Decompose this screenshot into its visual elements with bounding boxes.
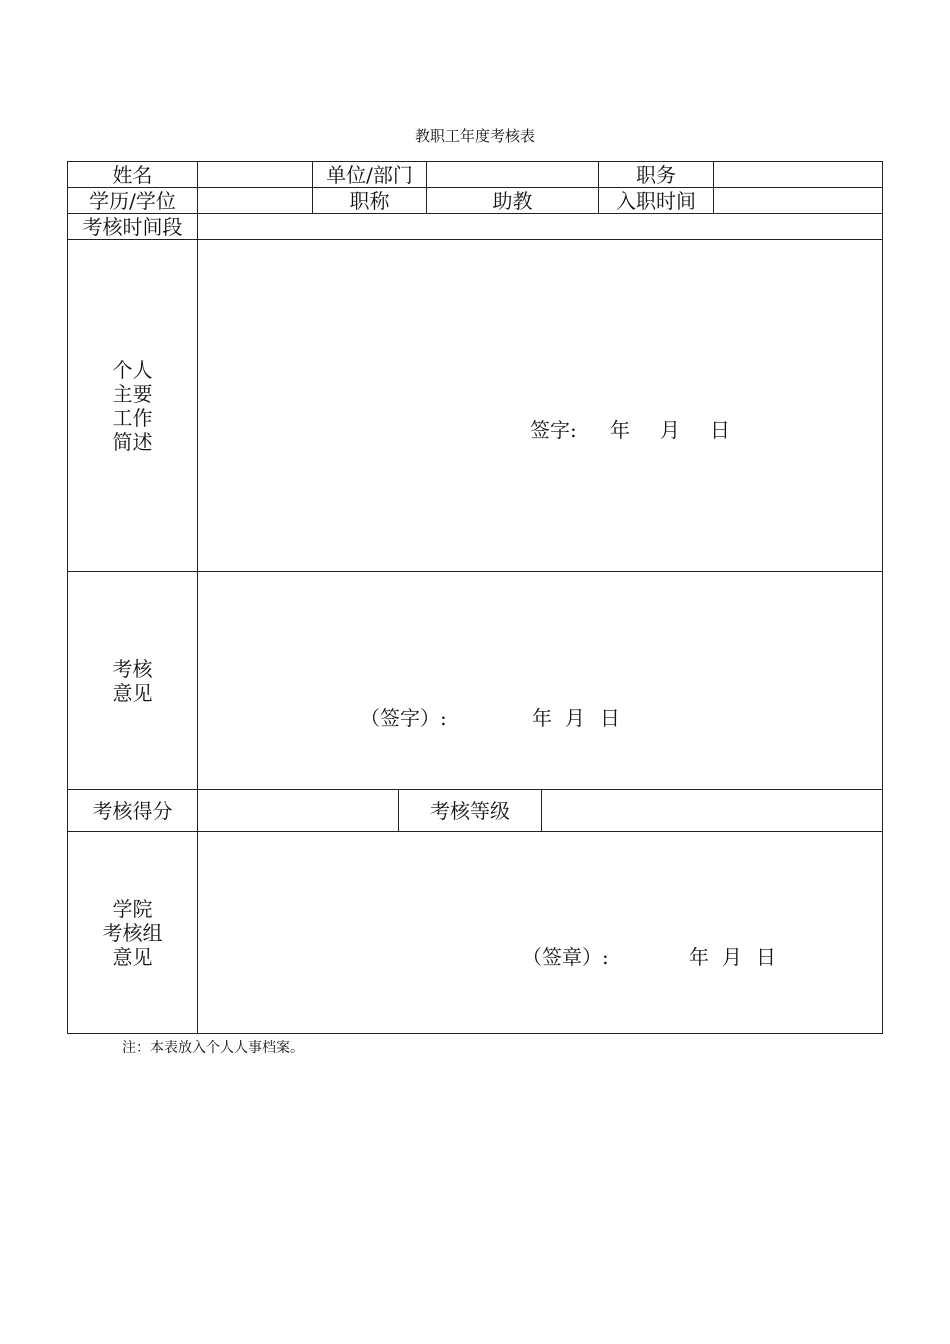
- unit-field[interactable]: [426, 161, 599, 188]
- opinion-label-line: 考核: [112, 656, 153, 681]
- period-field[interactable]: [197, 213, 883, 240]
- summary-label-line: 个人: [112, 357, 153, 382]
- opinion-day: 日: [600, 706, 620, 730]
- college-month: 月: [722, 945, 742, 969]
- college-label-line: 考核组: [102, 920, 163, 945]
- summary-label: [113, 358, 153, 454]
- unit-label: 单位/部门: [312, 161, 427, 188]
- opinion-month: 月: [565, 706, 585, 730]
- opinion-year: 年: [532, 706, 552, 730]
- opinion-label-line: 意见: [112, 680, 153, 705]
- opinion-label: [113, 657, 153, 705]
- job-title-label: 职称: [312, 187, 427, 214]
- hire-date-label: 入职时间: [598, 187, 714, 214]
- name-label: 姓名: [67, 161, 198, 188]
- college-signature: （签章）:: [522, 945, 609, 969]
- grade-field[interactable]: [541, 789, 883, 832]
- hire-date-field[interactable]: [713, 187, 883, 214]
- college-label: [103, 897, 163, 969]
- summary-label-line: 主要: [112, 381, 153, 406]
- opinion-field[interactable]: [197, 571, 883, 790]
- score-label: 考核得分: [67, 789, 198, 832]
- form-title: 教职工年度考核表: [414, 127, 535, 145]
- opinion-label-cell: [67, 571, 198, 790]
- education-label: 学历/学位: [67, 187, 198, 214]
- summary-signature: 签字:: [530, 418, 577, 442]
- college-label-cell: [67, 831, 198, 1034]
- footnote: 注：本表放入个人人事档案。: [122, 1040, 304, 1056]
- score-field[interactable]: [197, 789, 399, 832]
- period-label: 考核时间段: [67, 213, 198, 240]
- summary-month: 月: [660, 418, 680, 442]
- position-field[interactable]: [713, 161, 883, 188]
- summary-label-cell: [67, 239, 198, 572]
- summary-field[interactable]: [197, 239, 883, 572]
- education-field[interactable]: [197, 187, 313, 214]
- summary-year: 年: [610, 418, 630, 442]
- summary-day: 日: [710, 418, 730, 442]
- grade-label: 考核等级: [398, 789, 542, 832]
- college-day: 日: [756, 945, 776, 969]
- job-title-field[interactable]: 助教: [426, 187, 599, 214]
- summary-label-line: 简述: [112, 429, 153, 454]
- position-label: 职务: [598, 161, 714, 188]
- summary-label-line: 工作: [112, 405, 153, 430]
- opinion-signature: （签字）:: [360, 706, 447, 730]
- college-label-line: 学院: [112, 896, 153, 921]
- college-field[interactable]: [197, 831, 883, 1034]
- college-label-line: 意见: [112, 944, 153, 969]
- name-field[interactable]: [197, 161, 313, 188]
- college-year: 年: [689, 945, 709, 969]
